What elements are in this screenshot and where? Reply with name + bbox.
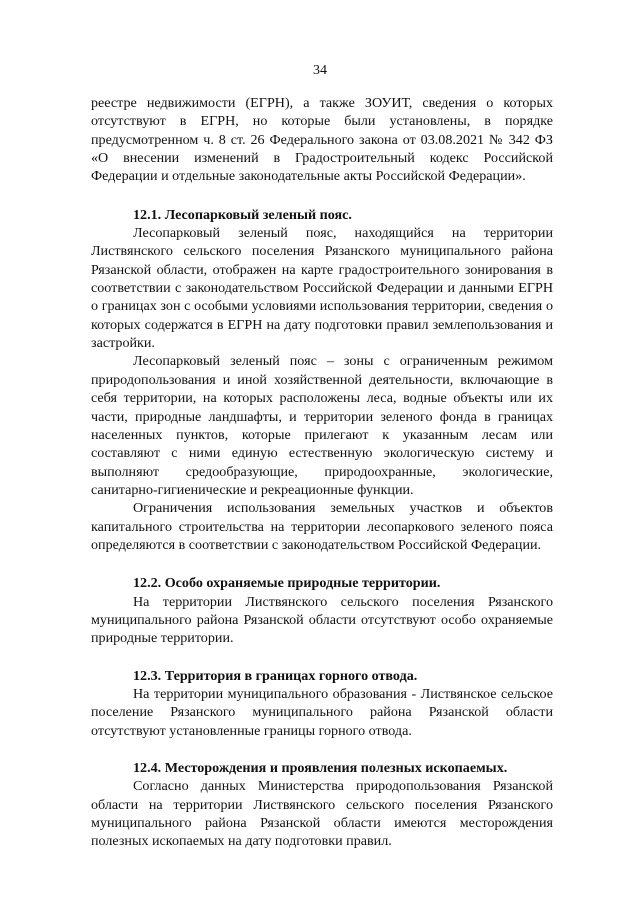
section-mineral-deposits (91, 759, 553, 851)
intro-paragraph: реестре недвижимости (ЕГРН), а также ЗОУИТ, сведения о которых отсутствуют в ЕГРН, но которые были установлены, в порядке предусмотренном ч. 8 ст. 26 Федерального закона от 03.08.2021 № 342 ФЗ «О внесении изменений в Градостроительный кодекс Российской Федерации и отдельные законодательные акты Российской Федерации». (91, 95, 553, 185)
section-forest-park-belt (91, 206, 553, 555)
section-paragraph: На территории Листвянского сельского поселения Рязанского муниципального района Рязанской области отсутствуют особо охраняемые природные территории. (91, 593, 553, 647)
section-paragraph: Лесопарковый зеленый пояс – зоны с ограниченным режимом природопользования и иной хозяйственной деятельности, включающие в себя территории, на которых расположены леса, водные объекты или их части, природные ландшафты, и территории зеленого фонда в границах населенных пунктов, которые прилегают к указанным лесам или составляют с ними единую естественную экологическую систему и выполняют средообразующие, природоохранные, экологические, санитарно-гигиенические и рекреационные функции. (91, 353, 553, 498)
section-heading: 12.1. Лесопарковый зеленый пояс. (133, 206, 352, 223)
section-mining-allotment (91, 667, 553, 740)
document-body (91, 94, 553, 851)
section-heading: 12.4. Месторождения и проявления полезных ископаемых. (133, 760, 508, 776)
section-heading: 12.2. Особо охраняемые природные территории. (133, 575, 441, 592)
page-number: 34 (313, 63, 327, 78)
section-paragraph: Согласно данных Министерства природопользования Рязанской области на территории Листвянского сельского поселения Рязанского муниципального района Рязанской области имеются месторождения полезных ископаемых на дату подготовки правил. (91, 778, 553, 850)
section-paragraph: Лесопарковый зеленый пояс, находящийся на территории Листвянского сельского поселения Рязанского муниципального района Рязанской области, отображен на карте градостроительного зонирования в соответствии с законодательством Российской Федерации и данными ЕГРН о границах зон с особыми условиями использования территории, сведения о которых содержатся в ЕГРН на дату подготовки правил землепользования и застройки. (91, 225, 553, 352)
section-paragraph: Ограничения использования земельных участков и объектов капитального строительства на территории лесопаркового зеленого пояса определяются в соответствии с законодательством Российской Федерации. (91, 500, 553, 553)
section-paragraph: На территории муниципального образования - Листвянское сельское поселение Рязанского муниципального района Рязанской области отсутствуют установленные границы горного отвода. (91, 685, 553, 739)
section-heading: 12.3. Территория в границах горного отвода. (133, 667, 418, 684)
section-protected-areas (91, 574, 553, 647)
